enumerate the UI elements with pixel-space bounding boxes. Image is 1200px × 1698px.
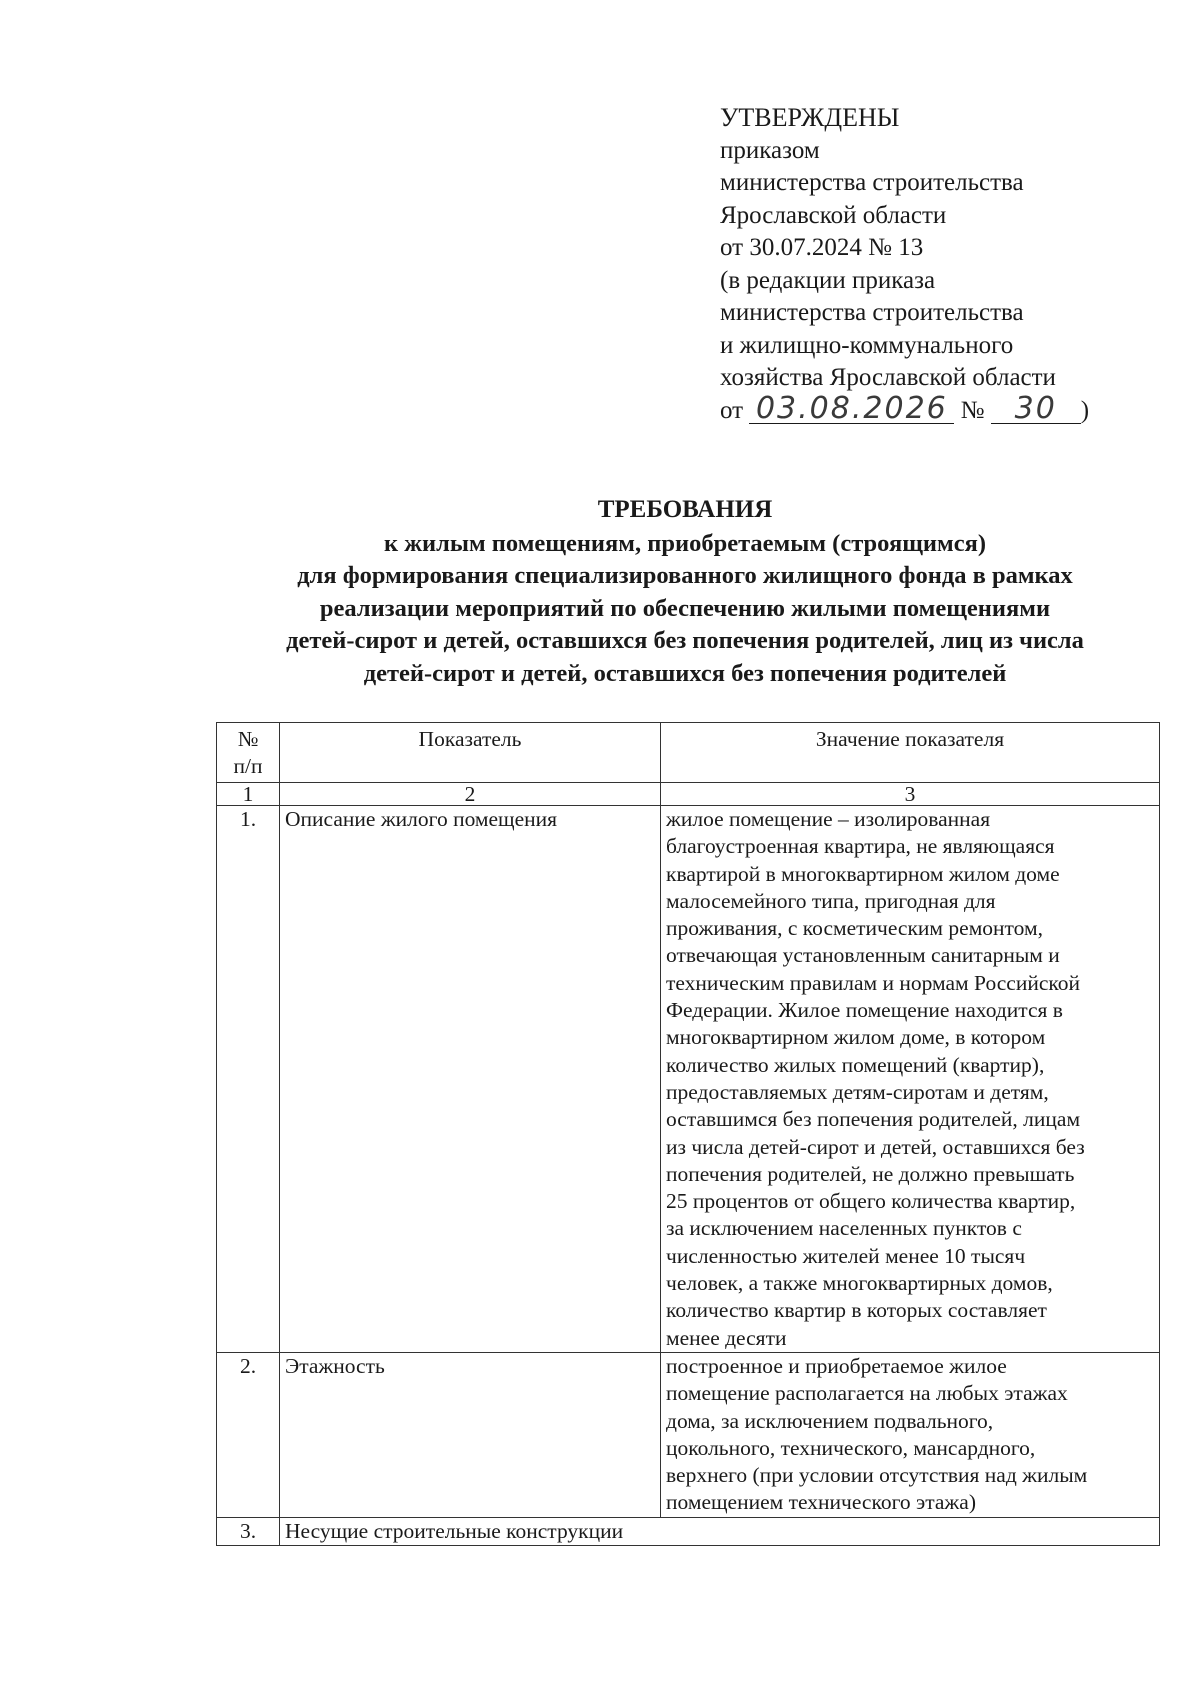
amendment-prefix: от <box>720 396 744 424</box>
approval-line: министерства строительства <box>720 169 1024 196</box>
row-indicator: Этажность <box>280 1352 661 1517</box>
column-number: 3 <box>661 783 1160 806</box>
column-number: 1 <box>217 783 280 806</box>
amendment-suffix: ) <box>1080 396 1090 424</box>
approval-line: Ярославской области <box>720 201 947 229</box>
column-number: 2 <box>280 783 661 806</box>
row-value: построенное и приобретаемое жилое помещение располагается на любых этажах дома, за исключением подвального, цокольного, технического, мансардного, верхнего (при условии отсутствия над жилым помещением технического этажа) <box>661 1352 1160 1517</box>
header-indicator: Показатель <box>280 723 661 783</box>
title-line: к жилым помещениям, приобретаемым (строящимся) <box>383 529 986 557</box>
title-heading: ТРЕБОВАНИЯ <box>597 496 773 523</box>
row-number: 2. <box>217 1352 280 1517</box>
header-value: Значение показателя <box>661 723 1160 783</box>
approval-stamp <box>720 102 1140 427</box>
title-line: детей-сирот и детей, оставшихся без попечения родителей <box>363 659 1007 687</box>
title-line: реализации мероприятий по обеспечению жилыми помещениями <box>319 594 1051 622</box>
approval-line: приказом <box>720 136 820 164</box>
handwritten-number: 30 <box>991 395 1081 424</box>
approval-line: (в редакции приказа <box>720 266 936 294</box>
title-line: для формирования специализированного жилищного фонда в рамках <box>297 562 1073 589</box>
approval-line: министерства строительства <box>720 299 1024 326</box>
requirements-table <box>216 722 1160 1546</box>
document-title <box>200 494 1170 690</box>
row-number: 3. <box>217 1517 280 1545</box>
row-indicator: Описание жилого помещения <box>280 806 661 1353</box>
row-value: жилое помещение – изолированная благоустроенная квартира, не являющаяся квартирой в многоквартирном жилом доме малосемейного типа, пригодная для проживания, с косметическим ремонтом, отвечающая установленным санитарным и техническим правилам и нормам Российской Федерации. Жилое помещение находится в многоквартирном жилом доме, в котором количество жилых помещений (квартир), предоставляемых детям-сиротам и детям, оставшимся без попечения родителей, лицам из числа детей-сирот и детей, оставшихся без попечения родителей, не должно превышать 25 процентов от общего количества квартир, за исключением населенных пунктов с численностью жителей менее 10 тысяч человек, а также многоквартирных домов, количество квартир в которых составляет менее десяти <box>661 806 1160 1353</box>
row-number: 1. <box>217 806 280 1353</box>
approval-line: и жилищно-коммунального <box>720 331 1014 359</box>
column-numbers-row <box>217 783 1160 806</box>
table-row <box>217 1352 1160 1517</box>
title-line: детей-сирот и детей, оставшихся без попечения родителей, лиц из числа <box>286 627 1084 654</box>
approval-line: от 30.07.2024 № 13 <box>720 234 924 261</box>
table-header-row <box>217 723 1160 783</box>
approval-line: хозяйства Ярославской области <box>720 364 1056 391</box>
handwritten-date: 03.08.2026 <box>749 395 954 424</box>
table-row <box>217 806 1160 1353</box>
approval-heading: УТВЕРЖДЕНЫ <box>720 103 900 132</box>
amendment-line <box>720 390 1140 428</box>
table-row <box>217 1517 1160 1545</box>
amendment-number-label: № <box>960 396 985 424</box>
header-number: № п/п <box>217 723 280 783</box>
row-indicator: Несущие строительные конструкции <box>280 1517 1160 1545</box>
